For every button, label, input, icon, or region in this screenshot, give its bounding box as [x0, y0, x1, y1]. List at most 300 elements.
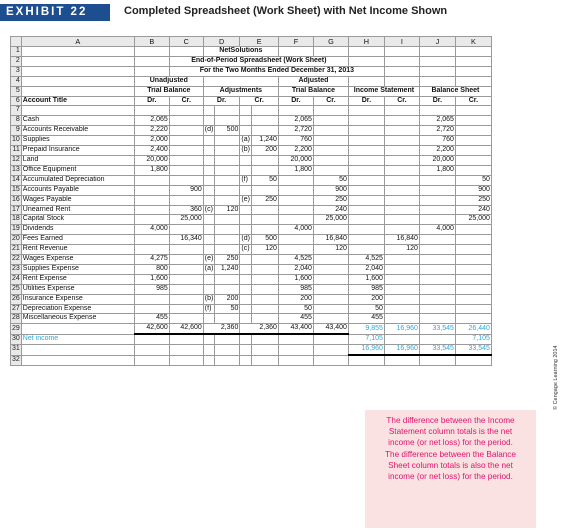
adjustment-credit-ref	[240, 255, 252, 265]
final-balance-debit: 33,545	[419, 345, 455, 355]
adjustment-credit-ref	[240, 274, 252, 284]
callout-line: Sheet column totals is also the net	[388, 460, 513, 470]
account-row	[11, 165, 492, 175]
row-number: 30	[11, 334, 22, 344]
adjustment-debit-ref	[203, 284, 215, 294]
adjusted-credit	[313, 146, 348, 156]
balance-sheet-debit: 20,000	[419, 155, 455, 165]
account-row	[11, 175, 492, 185]
total-balance-credit: 26,440	[455, 324, 491, 334]
trial-balance-debit: 2,065	[134, 116, 169, 126]
adjustment-credit-ref	[240, 155, 252, 165]
adjustment-credit	[251, 126, 278, 136]
adjusted-debit	[278, 185, 313, 195]
adjusted-debit: 1,800	[278, 165, 313, 175]
adjustment-credit: 1,240	[251, 136, 278, 146]
net-income-callout	[365, 410, 536, 528]
total-income-debit: 9,855	[348, 324, 384, 334]
adjusted-credit: 900	[313, 185, 348, 195]
trial-balance-debit	[134, 195, 169, 205]
row-number: 14	[11, 175, 22, 185]
adjustment-credit-ref: (a)	[240, 136, 252, 146]
adjustment-debit-ref: (e)	[203, 255, 215, 265]
income-statement-debit	[348, 126, 384, 136]
adjustment-credit-ref	[240, 215, 252, 225]
adjusted-debit: 2,040	[278, 264, 313, 274]
adjusted-debit: 4,525	[278, 255, 313, 265]
adjusted-credit: 120	[313, 245, 348, 255]
balance-sheet-credit	[455, 165, 491, 175]
blank-cell	[169, 334, 203, 344]
income-statement-debit	[348, 185, 384, 195]
adjusted-credit	[313, 314, 348, 324]
account-row	[11, 116, 492, 126]
dr-header: Dr.	[278, 96, 313, 106]
column-header-d: D	[203, 37, 240, 47]
trial-balance-credit	[169, 255, 203, 265]
balance-sheet-debit: 2,720	[419, 126, 455, 136]
income-statement-debit: 50	[348, 304, 384, 314]
balance-sheet-credit: 25,000	[455, 215, 491, 225]
blank-cell	[21, 345, 134, 355]
dr-header: Dr.	[203, 96, 240, 106]
income-statement-credit	[384, 215, 419, 225]
trial-balance-credit: 360	[169, 205, 203, 215]
trial-balance-debit: 4,275	[134, 255, 169, 265]
adjusted-credit	[313, 274, 348, 284]
account-row	[11, 314, 492, 324]
blank-cell	[384, 355, 419, 365]
blank-cell	[215, 355, 240, 365]
adjusted-credit	[313, 284, 348, 294]
income-statement-debit	[348, 155, 384, 165]
callout-line: income (or net loss) for the period.	[388, 438, 513, 448]
row-number: 21	[11, 245, 22, 255]
adjustment-credit-ref	[240, 225, 252, 235]
balance-sheet-debit: 760	[419, 136, 455, 146]
exhibit-title: Completed Spreadsheet (Work Sheet) with Net Income Shown	[124, 5, 448, 17]
sheet-row	[11, 76, 492, 86]
row-number: 20	[11, 235, 22, 245]
account-row	[11, 225, 492, 235]
balance-sheet-credit	[455, 116, 491, 126]
adjustment-credit: 250	[251, 195, 278, 205]
adjustment-credit-ref: (f)	[240, 175, 252, 185]
income-statement-debit	[348, 235, 384, 245]
row-number: 2	[11, 56, 22, 66]
adjustment-debit-ref: (d)	[203, 126, 215, 136]
row-number: 32	[11, 355, 22, 365]
adjustment-debit-ref	[203, 116, 215, 126]
row-number: 9	[11, 126, 22, 136]
row-number: 29	[11, 324, 22, 334]
trial-balance-debit	[134, 235, 169, 245]
balance-sheet-debit	[419, 175, 455, 185]
balance-sheet-credit: 250	[455, 195, 491, 205]
income-statement-credit	[384, 294, 419, 304]
blank-cell	[251, 355, 278, 365]
final-balance-credit: 33,545	[455, 345, 491, 355]
adjustment-debit-ref	[203, 175, 215, 185]
account-title: Wages Expense	[21, 255, 134, 265]
account-title: Fees Earned	[21, 235, 134, 245]
dr-header: Dr.	[134, 96, 169, 106]
blank-cell	[313, 345, 348, 355]
trial-balance-credit	[169, 136, 203, 146]
income-statement-credit	[384, 195, 419, 205]
final-totals-row	[11, 345, 492, 355]
trial-balance-credit: 900	[169, 185, 203, 195]
row-number: 4	[11, 76, 22, 86]
adjusted-debit	[278, 175, 313, 185]
balance-sheet-debit: 2,065	[419, 116, 455, 126]
trial-balance-debit: 985	[134, 284, 169, 294]
column-header-k: K	[455, 37, 491, 47]
trial-balance-debit: 800	[134, 264, 169, 274]
adjusted-debit	[278, 195, 313, 205]
income-statement-debit	[348, 195, 384, 205]
blank-cell	[455, 355, 491, 365]
adjustment-credit	[251, 284, 278, 294]
account-title: Cash	[21, 116, 134, 126]
account-row	[11, 255, 492, 265]
row-number: 23	[11, 264, 22, 274]
cr-header: Cr.	[169, 96, 203, 106]
trial-balance-credit	[169, 116, 203, 126]
adjustment-debit-ref	[203, 314, 215, 324]
total-adjusted-credit: 43,400	[313, 324, 348, 334]
adjustment-debit-ref: (a)	[203, 264, 215, 274]
account-title: Rent Expense	[21, 274, 134, 284]
adjustment-debit	[215, 185, 240, 195]
account-row	[11, 264, 492, 274]
adjustment-debit: 50	[215, 304, 240, 314]
blank-cell	[169, 355, 203, 365]
trial-balance-debit: 2,220	[134, 126, 169, 136]
income-statement-debit	[348, 146, 384, 156]
adjustment-debit-ref	[203, 215, 215, 225]
adjustment-credit	[251, 294, 278, 304]
callout-line: Statement column totals is the net	[388, 427, 513, 437]
trial-balance-debit	[134, 205, 169, 215]
balance-sheet-debit: 4,000	[419, 225, 455, 235]
adjustment-credit-ref	[240, 205, 252, 215]
totals-row	[11, 324, 492, 334]
income-statement-credit	[384, 314, 419, 324]
adjustment-debit	[215, 284, 240, 294]
account-title: Office Equipment	[21, 165, 134, 175]
adjustment-debit	[215, 146, 240, 156]
adjustment-debit: 250	[215, 255, 240, 265]
copyright-text: © Cengage Learning 2014	[553, 345, 559, 410]
adjusted-debit: 200	[278, 294, 313, 304]
row-number: 16	[11, 195, 22, 205]
adjustment-credit	[251, 304, 278, 314]
adjustment-credit-ref	[240, 116, 252, 126]
adjustment-debit-ref	[203, 245, 215, 255]
row-number: 22	[11, 255, 22, 265]
trial-balance-credit	[169, 304, 203, 314]
income-statement-credit: 16,840	[384, 235, 419, 245]
dr-header: Dr.	[348, 96, 384, 106]
balance-sheet-credit	[455, 155, 491, 165]
account-title: Supplies Expense	[21, 264, 134, 274]
adjustment-credit	[251, 255, 278, 265]
income-statement-debit: 4,525	[348, 255, 384, 265]
blank-cell	[240, 334, 252, 344]
blank-cell	[134, 334, 169, 344]
income-statement-debit: 985	[348, 284, 384, 294]
adjusted-credit: 240	[313, 205, 348, 215]
income-statement-debit: 1,600	[348, 274, 384, 284]
balance-sheet-debit	[419, 215, 455, 225]
trial-balance-credit	[169, 294, 203, 304]
trial-balance-debit: 2,000	[134, 136, 169, 146]
adjusted-debit: 50	[278, 304, 313, 314]
adjustment-debit-ref	[203, 165, 215, 175]
trial-balance-credit	[169, 264, 203, 274]
sheet-row	[11, 96, 492, 106]
account-row	[11, 284, 492, 294]
adjustment-credit-ref: (d)	[240, 235, 252, 245]
balance-sheet-debit	[419, 294, 455, 304]
adjustment-debit	[215, 215, 240, 225]
adjustment-debit: 1,240	[215, 264, 240, 274]
income-statement-credit	[384, 146, 419, 156]
adjustment-credit-ref	[240, 264, 252, 274]
adjusted-credit	[313, 294, 348, 304]
blank-cell	[419, 355, 455, 365]
row-number: 31	[11, 345, 22, 355]
adjustment-credit	[251, 155, 278, 165]
adjustment-credit-ref: (b)	[240, 146, 252, 156]
blank-cell	[169, 345, 203, 355]
trial-balance-debit: 1,800	[134, 165, 169, 175]
income-statement-credit	[384, 255, 419, 265]
income-statement-debit	[348, 116, 384, 126]
account-row	[11, 205, 492, 215]
trial-balance-credit	[169, 274, 203, 284]
income-statement-debit	[348, 136, 384, 146]
adjusted-trial-balance-label: Trial Balance	[278, 86, 348, 96]
column-header-g: G	[313, 37, 348, 47]
adjusted-credit: 25,000	[313, 215, 348, 225]
trial-balance-credit	[169, 225, 203, 235]
blank-cell	[21, 324, 134, 334]
adjustment-debit	[215, 225, 240, 235]
trial-balance-credit	[169, 175, 203, 185]
balance-sheet-credit	[455, 255, 491, 265]
income-statement-credit	[384, 126, 419, 136]
balance-sheet-debit: 2,200	[419, 146, 455, 156]
column-header-b: B	[134, 37, 169, 47]
row-number: 19	[11, 225, 22, 235]
adjustment-credit	[251, 205, 278, 215]
income-statement-credit	[384, 274, 419, 284]
balance-sheet-credit	[455, 304, 491, 314]
blank-cell	[203, 355, 215, 365]
adjusted-credit	[313, 264, 348, 274]
balance-sheet-debit	[419, 284, 455, 294]
callout-line: The difference between the Income	[386, 416, 515, 425]
trial-balance-credit	[169, 155, 203, 165]
final-income-credit: 16,960	[384, 345, 419, 355]
blank-cell	[215, 345, 240, 355]
adjusted-debit	[278, 205, 313, 215]
adjusted-debit: 1,600	[278, 274, 313, 284]
income-statement-debit	[348, 175, 384, 185]
account-title: Wages Payable	[21, 195, 134, 205]
balance-sheet-credit	[455, 245, 491, 255]
adjustment-credit-ref	[240, 294, 252, 304]
blank-cell	[215, 334, 240, 344]
report-period: For the Two Months Ended December 31, 2013	[169, 66, 384, 76]
adjustment-credit-ref	[240, 314, 252, 324]
account-row	[11, 304, 492, 314]
row-number: 17	[11, 205, 22, 215]
adjusted-credit	[313, 165, 348, 175]
final-income-debit: 16,960	[348, 345, 384, 355]
balance-sheet-credit	[455, 235, 491, 245]
adjusted-credit	[313, 116, 348, 126]
adjustment-debit-ref	[203, 185, 215, 195]
adjustment-debit	[215, 175, 240, 185]
balance-sheet-credit	[455, 274, 491, 284]
column-header-e: E	[240, 37, 279, 47]
adjusted-credit	[313, 136, 348, 146]
net-income-label: Net income	[21, 334, 134, 344]
blank-cell	[134, 345, 169, 355]
blank-cell	[203, 345, 215, 355]
column-header-a: A	[21, 37, 134, 47]
income-statement-credit	[384, 116, 419, 126]
adjusted-debit: 4,000	[278, 225, 313, 235]
balance-sheet-credit	[455, 314, 491, 324]
column-header-h: H	[348, 37, 384, 47]
trial-balance-debit	[134, 294, 169, 304]
worksheet-table	[10, 36, 492, 366]
adjusted-debit: 985	[278, 284, 313, 294]
account-title: Rent Revenue	[21, 245, 134, 255]
blank-cell	[251, 345, 278, 355]
trial-balance-debit	[134, 304, 169, 314]
row-number: 13	[11, 165, 22, 175]
sheet-row	[11, 56, 492, 66]
blank-cell	[134, 355, 169, 365]
unadjusted-label: Unadjusted	[134, 76, 203, 86]
row-number: 25	[11, 284, 22, 294]
account-row	[11, 126, 492, 136]
adjusted-credit: 50	[313, 175, 348, 185]
account-row	[11, 245, 492, 255]
adjustment-debit-ref: (f)	[203, 304, 215, 314]
row-number: 24	[11, 274, 22, 284]
income-statement-debit	[348, 245, 384, 255]
trial-balance-debit	[134, 245, 169, 255]
account-row	[11, 195, 492, 205]
balance-sheet-debit	[419, 245, 455, 255]
blank-cell	[251, 334, 278, 344]
adjustment-credit	[251, 165, 278, 175]
account-title: Prepaid Insurance	[21, 146, 134, 156]
income-statement-debit: 200	[348, 294, 384, 304]
blank-cell	[419, 334, 455, 344]
income-statement-credit	[384, 165, 419, 175]
adjustment-credit: 500	[251, 235, 278, 245]
adjusted-label: Adjusted	[278, 76, 348, 86]
account-title: Utilities Expense	[21, 284, 134, 294]
blank-cell	[313, 355, 348, 365]
blank-cell	[203, 334, 215, 344]
account-title: Accounts Payable	[21, 185, 134, 195]
total-trial-credit: 42,600	[169, 324, 203, 334]
adjusted-debit: 455	[278, 314, 313, 324]
adjustment-debit-ref	[203, 274, 215, 284]
row-number: 10	[11, 136, 22, 146]
balance-sheet-debit: 1,800	[419, 165, 455, 175]
adjusted-credit	[313, 225, 348, 235]
adjustment-credit-ref: (c)	[240, 245, 252, 255]
adjusted-debit	[278, 245, 313, 255]
adjustment-debit	[215, 235, 240, 245]
row-number: 6	[11, 96, 22, 106]
balance-sheet-debit	[419, 314, 455, 324]
row-number: 8	[11, 116, 22, 126]
blank-cell	[278, 355, 313, 365]
adjusted-credit	[313, 126, 348, 136]
adjusted-debit: 760	[278, 136, 313, 146]
adjustment-debit: 200	[215, 294, 240, 304]
blank-cell	[278, 345, 313, 355]
adjustments-label: Adjustments	[203, 86, 278, 96]
row-number: 18	[11, 215, 22, 225]
row-number: 12	[11, 155, 22, 165]
balance-sheet-debit	[419, 185, 455, 195]
adjustment-debit	[215, 136, 240, 146]
report-title: End-of-Period Spreadsheet (Work Sheet)	[169, 56, 348, 66]
income-statement-debit	[348, 225, 384, 235]
income-statement-credit	[384, 185, 419, 195]
balance-sheet-debit	[419, 205, 455, 215]
corner-cell	[11, 37, 22, 47]
cr-header: Cr.	[455, 96, 491, 106]
trial-balance-debit: 4,000	[134, 225, 169, 235]
balance-sheet-credit	[455, 294, 491, 304]
account-row	[11, 215, 492, 225]
trial-balance-debit: 20,000	[134, 155, 169, 165]
adjusted-debit: 20,000	[278, 155, 313, 165]
income-statement-credit	[384, 175, 419, 185]
adjustment-debit	[215, 155, 240, 165]
adjustment-debit-ref	[203, 195, 215, 205]
income-statement-credit	[384, 284, 419, 294]
adjustment-debit-ref	[203, 225, 215, 235]
account-title: Insurance Expense	[21, 294, 134, 304]
account-row	[11, 294, 492, 304]
balance-sheet-debit	[419, 304, 455, 314]
cr-header: Cr.	[313, 96, 348, 106]
adjustment-credit	[251, 314, 278, 324]
account-title: Unearned Rent	[21, 205, 134, 215]
income-statement-credit	[384, 155, 419, 165]
adjustment-credit-ref: (e)	[240, 195, 252, 205]
adjustment-debit: 120	[215, 205, 240, 215]
income-statement-credit	[384, 225, 419, 235]
adjustment-debit-ref: (b)	[203, 294, 215, 304]
sheet-row	[11, 106, 492, 116]
account-title: Miscellaneous Expense	[21, 314, 134, 324]
trial-balance-credit	[169, 195, 203, 205]
